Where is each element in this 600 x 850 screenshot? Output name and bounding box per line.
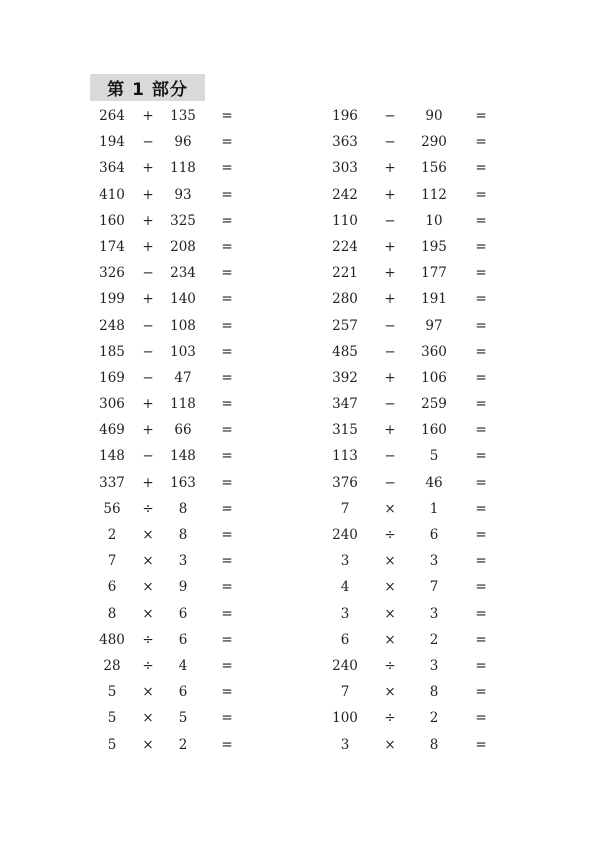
right-operator: − [384,448,396,465]
right-operator: − [384,134,396,151]
right-operand-b: 3 [429,605,439,622]
problem-row [0,496,600,522]
problem-row [0,260,600,286]
problem-row [0,313,600,339]
problem-row [0,365,600,391]
right-operand-a: 4 [340,579,350,596]
right-operand-a: 3 [340,605,350,622]
left-operator: + [142,238,154,255]
problem-row [0,129,600,155]
right-equals-sign: = [475,500,487,517]
right-operand-b: 191 [421,291,447,308]
right-operator: + [384,238,396,255]
right-operand-b: 5 [429,448,439,465]
right-operator: + [384,186,396,203]
right-operand-a: 376 [332,474,358,491]
left-equals-sign: = [221,474,233,491]
left-operator: × [142,579,154,596]
left-operand-a: 326 [99,265,125,282]
right-operand-a: 221 [332,265,358,282]
left-operand-a: 160 [99,212,125,229]
left-operand-a: 169 [99,369,125,386]
left-equals-sign: = [221,160,233,177]
right-equals-sign: = [475,343,487,360]
right-operator: ÷ [384,527,396,543]
right-equals-sign: = [475,369,487,386]
left-operand-a: 264 [99,108,125,124]
right-equals-sign: = [475,736,487,753]
left-operand-a: 480 [99,631,125,648]
left-operand-a: 5 [107,684,117,701]
left-operator: × [142,527,154,543]
left-operand-a: 6 [107,579,117,596]
right-equals-sign: = [475,710,487,727]
right-operand-a: 224 [332,238,358,255]
left-operand-a: 7 [107,553,117,570]
left-operand-b: 4 [178,657,188,674]
left-equals-sign: = [221,134,233,151]
right-operator: + [384,160,396,177]
right-equals-sign: = [475,553,487,570]
right-operand-a: 240 [332,657,358,674]
left-operand-a: 2 [107,527,117,543]
right-operator: − [384,396,396,413]
left-operator: + [142,291,154,308]
right-operand-b: 90 [425,108,443,124]
right-equals-sign: = [475,317,487,334]
right-operator: × [384,631,396,648]
left-equals-sign: = [221,657,233,674]
problem-row [0,548,600,574]
left-operator: − [142,134,154,151]
left-operator: × [142,684,154,701]
right-equals-sign: = [475,422,487,439]
right-equals-sign: = [475,186,487,203]
left-operator: + [142,422,154,439]
right-operand-a: 7 [340,500,350,517]
right-operand-b: 3 [429,657,439,674]
left-operand-b: 135 [170,108,196,124]
left-equals-sign: = [221,265,233,282]
right-operand-b: 195 [421,238,447,255]
left-operator: ÷ [142,631,154,648]
left-equals-sign: = [221,343,233,360]
right-equals-sign: = [475,108,487,124]
right-operator: × [384,605,396,622]
problem-row [0,705,600,731]
right-operand-a: 280 [332,291,358,308]
left-operator: + [142,108,154,124]
problem-row [0,339,600,365]
left-equals-sign: = [221,579,233,596]
left-equals-sign: = [221,108,233,124]
right-equals-sign: = [475,160,487,177]
right-operand-a: 3 [340,736,350,753]
left-operand-b: 234 [170,265,196,282]
left-operand-b: 8 [178,500,188,517]
left-operand-a: 410 [99,186,125,203]
right-equals-sign: = [475,448,487,465]
right-operand-b: 6 [429,527,439,543]
left-operand-b: 96 [174,134,192,151]
right-equals-sign: = [475,527,487,543]
left-operand-b: 148 [170,448,196,465]
right-equals-sign: = [475,396,487,413]
right-operand-a: 485 [332,343,358,360]
right-operand-b: 97 [425,317,443,334]
left-operand-a: 306 [99,396,125,413]
right-operand-b: 259 [421,396,447,413]
right-operator: + [384,369,396,386]
problem-row [0,574,600,600]
right-operand-a: 392 [332,369,358,386]
left-operator: ÷ [142,500,154,517]
left-operand-a: 469 [99,422,125,439]
right-operand-b: 7 [429,579,439,596]
problem-row [0,208,600,234]
right-equals-sign: = [475,605,487,622]
left-operand-a: 364 [99,160,125,177]
left-operator: − [142,317,154,334]
problem-row [0,443,600,469]
right-operator: + [384,422,396,439]
right-operator: − [384,343,396,360]
left-operator: − [142,343,154,360]
problem-row [0,234,600,260]
right-equals-sign: = [475,134,487,151]
left-operator: + [142,212,154,229]
left-operator: + [142,396,154,413]
problem-row [0,679,600,705]
right-operand-b: 2 [429,710,439,727]
left-equals-sign: = [221,291,233,308]
problem-row [0,732,600,758]
left-operator: × [142,736,154,753]
left-operand-a: 174 [99,238,125,255]
problem-row [0,286,600,312]
left-operator: × [142,710,154,727]
left-operand-b: 47 [174,369,192,386]
left-operand-b: 2 [178,736,188,753]
right-operator: − [384,212,396,229]
right-equals-sign: = [475,291,487,308]
left-operand-a: 8 [107,605,117,622]
right-operand-a: 303 [332,160,358,177]
left-operand-a: 337 [99,474,125,491]
right-operand-a: 315 [332,422,358,439]
right-equals-sign: = [475,265,487,282]
problem-row [0,103,600,129]
left-equals-sign: = [221,736,233,753]
left-operand-b: 103 [170,343,196,360]
left-operand-a: 248 [99,317,125,334]
right-operand-a: 240 [332,527,358,543]
worksheet-problems [0,103,600,758]
right-operator: ÷ [384,657,396,674]
left-operand-b: 118 [170,396,196,413]
left-operand-b: 325 [170,212,196,229]
right-operator: ÷ [384,710,396,727]
left-operator: × [142,605,154,622]
left-operand-b: 6 [178,684,188,701]
right-operand-b: 177 [421,265,447,282]
right-equals-sign: = [475,212,487,229]
right-operand-b: 3 [429,553,439,570]
left-operand-b: 66 [174,422,192,439]
left-operand-a: 5 [107,710,117,727]
right-operand-b: 1 [429,500,439,517]
right-operator: × [384,500,396,517]
problem-row [0,391,600,417]
left-operand-b: 6 [178,631,188,648]
problem-row [0,522,600,548]
left-operator: − [142,369,154,386]
left-operand-a: 28 [103,657,121,674]
right-equals-sign: = [475,657,487,674]
left-equals-sign: = [221,605,233,622]
right-operator: − [384,108,396,124]
left-equals-sign: = [221,186,233,203]
left-operand-a: 185 [99,343,125,360]
left-operand-b: 118 [170,160,196,177]
problem-row [0,155,600,181]
left-operator: × [142,553,154,570]
left-equals-sign: = [221,317,233,334]
left-operand-b: 108 [170,317,196,334]
left-operator: + [142,160,154,177]
left-equals-sign: = [221,422,233,439]
right-operator: − [384,317,396,334]
section-title: 第 1 部分 [90,74,205,101]
left-operand-b: 93 [174,186,192,203]
left-equals-sign: = [221,448,233,465]
right-operand-b: 8 [429,684,439,701]
right-operand-a: 7 [340,684,350,701]
left-equals-sign: = [221,527,233,543]
left-operand-b: 9 [178,579,188,596]
left-equals-sign: = [221,396,233,413]
right-operator: × [384,736,396,753]
right-equals-sign: = [475,238,487,255]
left-operand-b: 6 [178,605,188,622]
right-operand-b: 10 [425,212,443,229]
left-operand-b: 163 [170,474,196,491]
right-operand-b: 2 [429,631,439,648]
right-operand-a: 100 [332,710,358,727]
right-operand-a: 347 [332,396,358,413]
left-equals-sign: = [221,500,233,517]
problem-row [0,417,600,443]
left-operand-b: 208 [170,238,196,255]
right-operand-b: 290 [421,134,447,151]
right-equals-sign: = [475,474,487,491]
right-operator: × [384,553,396,570]
left-operand-a: 194 [99,134,125,151]
left-operand-b: 3 [178,553,188,570]
right-operand-a: 242 [332,186,358,203]
left-operand-a: 148 [99,448,125,465]
left-equals-sign: = [221,631,233,648]
left-operand-a: 56 [103,500,121,517]
left-operand-b: 8 [178,527,188,543]
right-operand-a: 110 [332,212,358,229]
left-equals-sign: = [221,238,233,255]
right-operand-a: 363 [332,134,358,151]
right-operator: × [384,579,396,596]
problem-row [0,627,600,653]
right-operand-b: 46 [425,474,443,491]
problem-row [0,601,600,627]
right-equals-sign: = [475,684,487,701]
left-equals-sign: = [221,553,233,570]
right-operand-b: 360 [421,343,447,360]
right-operand-b: 112 [421,186,447,203]
left-equals-sign: = [221,369,233,386]
left-operand-a: 199 [99,291,125,308]
right-operator: × [384,684,396,701]
left-operand-a: 5 [107,736,117,753]
right-equals-sign: = [475,579,487,596]
right-operator: + [384,291,396,308]
left-operator: ÷ [142,657,154,674]
left-equals-sign: = [221,212,233,229]
right-operand-a: 257 [332,317,358,334]
left-equals-sign: = [221,710,233,727]
right-operator: + [384,265,396,282]
right-operator: − [384,474,396,491]
problem-row [0,653,600,679]
problem-row [0,470,600,496]
right-operand-a: 3 [340,553,350,570]
left-operator: + [142,474,154,491]
right-operand-a: 196 [332,108,358,124]
left-equals-sign: = [221,684,233,701]
left-operator: − [142,265,154,282]
problem-row [0,182,600,208]
right-operand-b: 160 [421,422,447,439]
left-operand-b: 140 [170,291,196,308]
right-operand-b: 156 [421,160,447,177]
right-equals-sign: = [475,631,487,648]
right-operand-b: 106 [421,369,447,386]
left-operand-b: 5 [178,710,188,727]
left-operator: − [142,448,154,465]
left-operator: + [142,186,154,203]
right-operand-a: 113 [332,448,358,465]
right-operand-b: 8 [429,736,439,753]
right-operand-a: 6 [340,631,350,648]
